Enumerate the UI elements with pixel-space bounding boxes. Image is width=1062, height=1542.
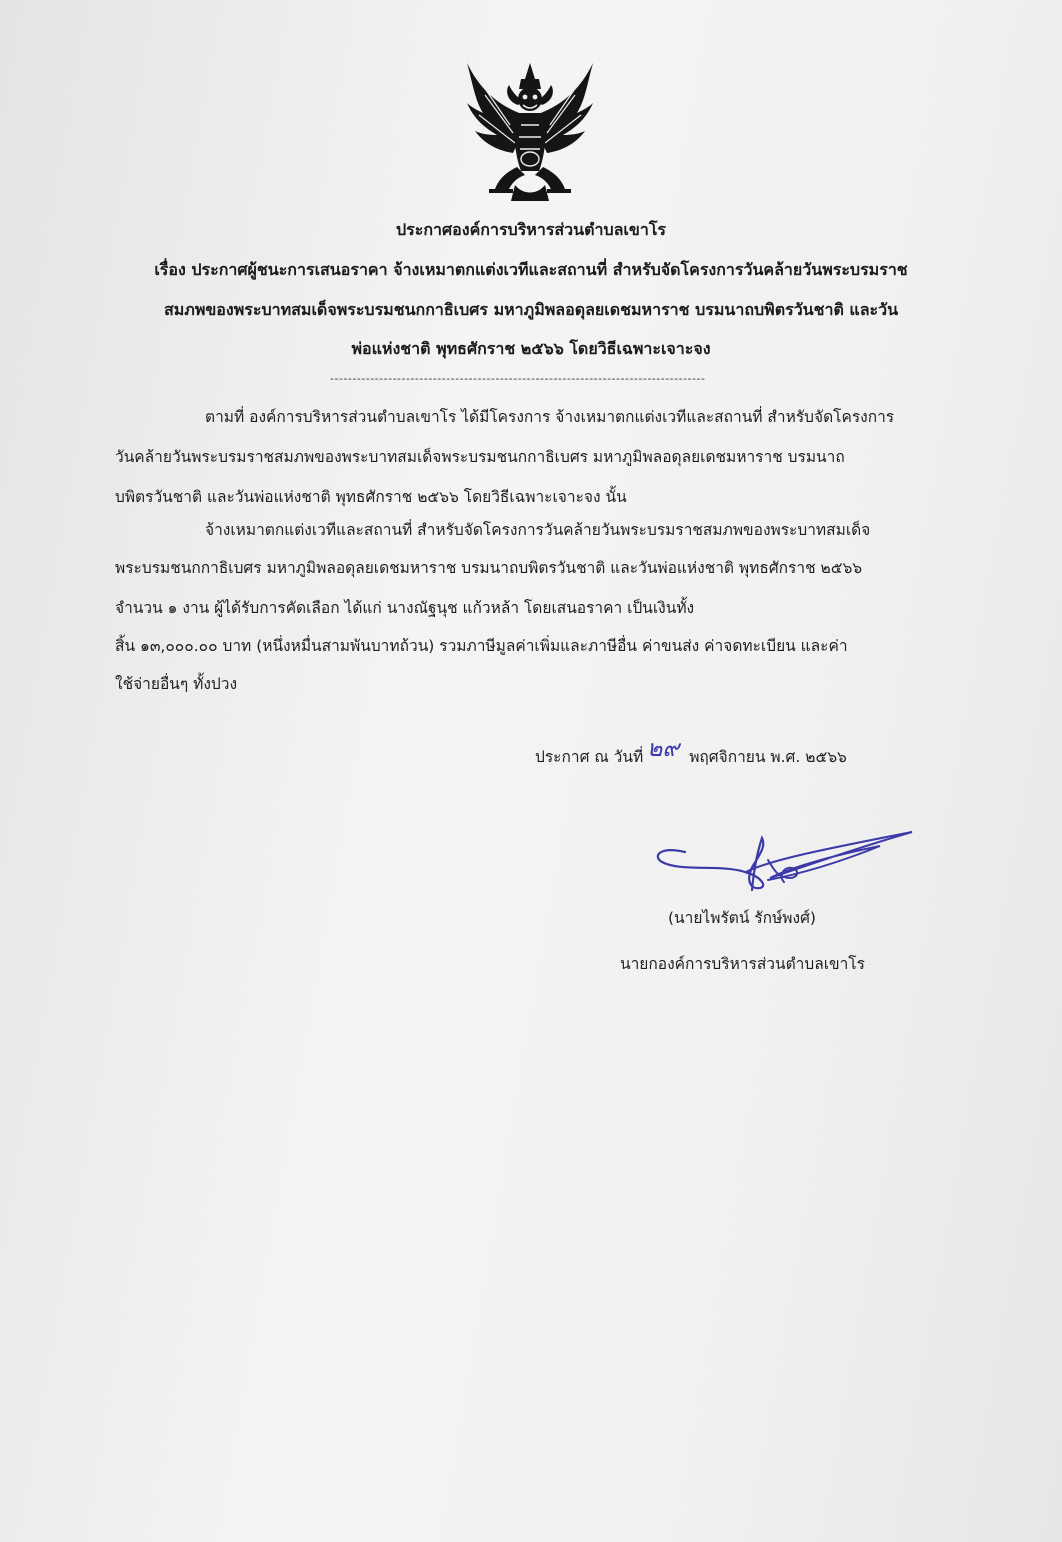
body-line-2: วันคล้ายวันพระบรมราชสมภพของพระบาทสมเด็จพระบรมชนกกาธิเบศร มหาภูมิพลอดุลยเดชมหาราช บรมนาถ xyxy=(115,448,845,466)
subject-line-3: พ่อแห่งชาติ พุทธศักราช ๒๕๖๖ โดยวิธีเฉพาะเจาะจง xyxy=(351,339,711,358)
date-prefix: ประกาศ ณ วันที่ xyxy=(535,748,644,766)
handwritten-day: ๒๙ xyxy=(647,736,680,762)
body-line-4: จ้างเหมาตกแต่งเวทีและสถานที่ สำหรับจัดโครงการวันคล้ายวันพระบรมราชสมภพของพระบาทสมเด็จ xyxy=(205,521,871,539)
body-line-5: พระบรมชนกกาธิเบศร มหาภูมิพลอดุลยเดชมหาราช บรมนาถบพิตรวันชาติ และวันพ่อแห่งชาติ พุทธศักราช ๒๕๖๖ xyxy=(115,559,863,577)
garuda-emblem-icon xyxy=(455,55,605,205)
signer-position: นายกองค์การบริหารส่วนตำบลเขาโร xyxy=(620,955,865,973)
announcement-date xyxy=(535,736,847,772)
body-line-7: สิ้น ๑๓,๐๐๐.๐๐ บาท (หนึ่งหมื่นสามพันบาทถ้วน) รวมภาษีมูลค่าเพิ่มและภาษีอื่น ค่าขนส่ง ค่าจดทะเบียน และค่า xyxy=(115,637,848,655)
body-line-1: ตามที่ องค์การบริหารส่วนตำบลเขาโร ได้มีโครงการ จ้างเหมาตกแต่งเวทีและสถานที่ สำหรับจัดโครงการ xyxy=(205,408,895,426)
signature-icon xyxy=(650,820,915,900)
separator-line: ------------------------------------------------------------------------------------ xyxy=(330,372,706,385)
date-suffix: พฤศจิกายน พ.ศ. ๒๕๖๖ xyxy=(689,748,847,766)
subject-line-1: เรื่อง ประกาศผู้ชนะการเสนอราคา จ้างเหมาตกแต่งเวทีและสถานที่ สำหรับจัดโครงการวันคล้ายวันพระบรมราช xyxy=(154,260,908,279)
subject-line-2: สมภพของพระบาทสมเด็จพระบรมชนกกาธิเบศร มหาภูมิพลอดุลยเดชมหาราช บรมนาถบพิตรวันชาติ และวัน xyxy=(163,300,899,319)
signer-name: (นายไพรัตน์ รักษ์พงศ์) xyxy=(668,909,816,927)
body-line-6: จำนวน ๑ งาน ผู้ได้รับการคัดเลือก ได้แก่ นางณัฐนุช แก้วหล้า โดยเสนอราคา เป็นเงินทั้ง xyxy=(115,599,695,617)
document-title: ประกาศองค์การบริหารส่วนตำบลเขาโร xyxy=(395,220,667,239)
body-line-3: บพิตรวันชาติ และวันพ่อแห่งชาติ พุทธศักราช ๒๕๖๖ โดยวิธีเฉพาะเจาะจง นั้น xyxy=(115,488,627,506)
body-line-8: ใช้จ่ายอื่นๆ ทั้งปวง xyxy=(115,675,238,693)
